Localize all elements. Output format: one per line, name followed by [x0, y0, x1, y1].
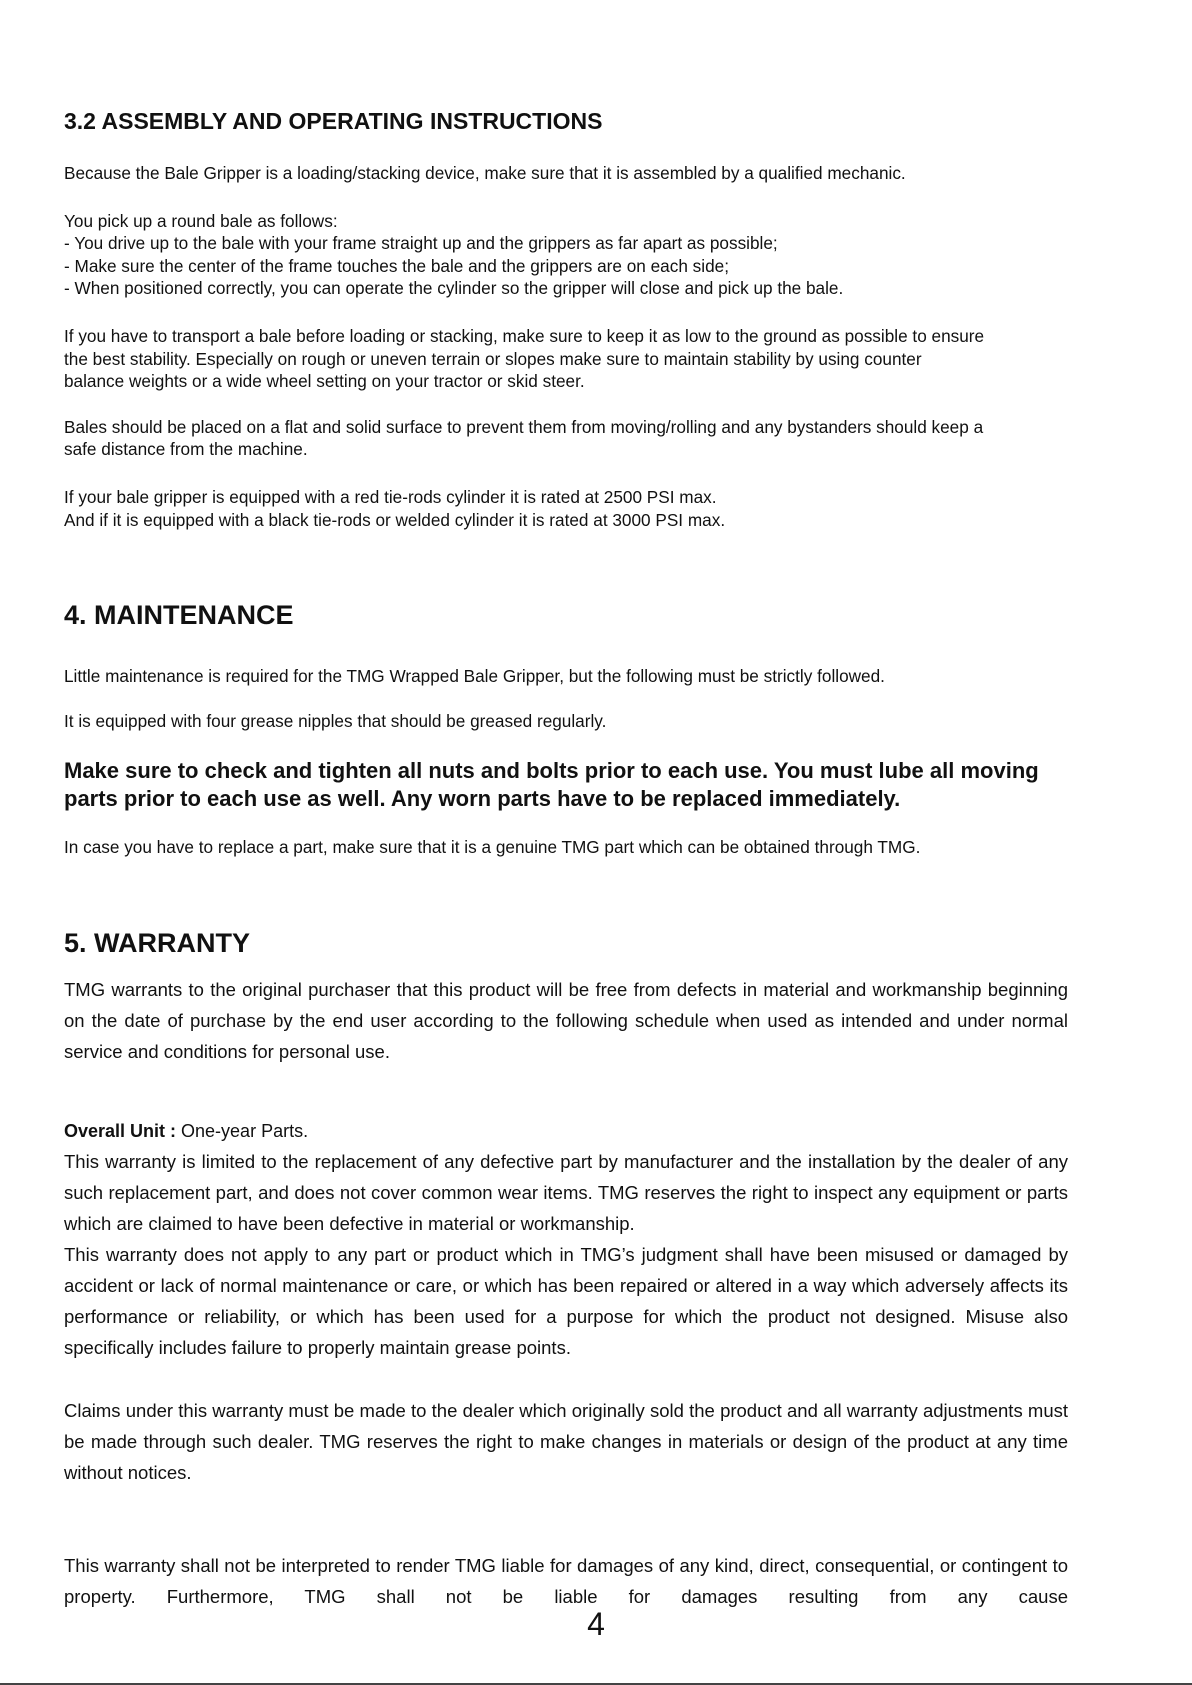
section-3-2-title: 3.2 ASSEMBLY AND OPERATING INSTRUCTIONS [64, 108, 603, 134]
maintenance-warning: parts prior to each use as well. Any worn parts have to be replaced immediately. [64, 786, 901, 811]
transport-line: balance weights or a wide wheel setting on your tractor or skid steer. [64, 371, 585, 391]
assembly-intro: Because the Bale Gripper is a loading/stacking device, make sure that it is assembled by a qualified mechanic. [64, 163, 906, 183]
transport-line: If you have to transport a bale before loading or stacking, make sure to keep it as low to the ground as possible to ensure [64, 326, 985, 346]
overall-unit-line [64, 1121, 308, 1142]
pickup-step: - You drive up to the bale with your frame straight up and the grippers as far apart as possible; [64, 233, 778, 253]
section-4-title: 4. MAINTENANCE [64, 600, 294, 630]
maintenance-warning: Make sure to check and tighten all nuts and bolts prior to each use. You must lube all moving [64, 758, 1039, 783]
pickup-step: - When positioned correctly, you can operate the cylinder so the gripper will close and pick up the bale. [64, 278, 844, 298]
section-5-title: 5. WARRANTY [64, 928, 251, 958]
warranty-paragraph: This warranty does not apply to any part or product which in TMG’s judgment shall have been misused or damaged by accident or lack of normal maintenance or care, or which has been repaired or altered in a way which adversely affects its performance or reliability, or which has been used for a purpose for which the product not designed. Misuse also specifically includes failure to properly maintain grease points. [64, 1244, 1068, 1358]
rating-line: If your bale gripper is equipped with a red tie-rods cylinder it is rated at 2500 PSI max. [64, 487, 717, 507]
placement-line: Bales should be placed on a flat and solid surface to prevent them from moving/rolling and any bystanders should keep a [64, 417, 984, 437]
maintenance-line: Little maintenance is required for the TMG Wrapped Bale Gripper, but the following must be strictly followed. [64, 666, 885, 686]
placement-line: safe distance from the machine. [64, 439, 308, 459]
warranty-paragraph: Claims under this warranty must be made to the dealer which originally sold the product and all warranty adjustments must be made through such dealer. TMG reserves the right to make changes in materials or design of the product at any time without notices. [64, 1400, 1068, 1483]
warranty-paragraph: This warranty shall not be interpreted to render TMG liable for damages of any kind, direct, consequential, or contingent to property. Furthermore, TMG shall not be liable for damages resulting from any cause [64, 1555, 1068, 1607]
overall-unit-label: Overall Unit : [64, 1121, 177, 1141]
overall-unit-value: One-year Parts. [176, 1121, 309, 1141]
maintenance-line: In case you have to replace a part, make sure that it is a genuine TMG part which can be obtained through TMG. [64, 837, 921, 857]
rating-line: And if it is equipped with a black tie-rods or welded cylinder it is rated at 3000 PSI max. [64, 510, 726, 530]
maintenance-line: It is equipped with four grease nipples that should be greased regularly. [64, 711, 607, 731]
warranty-paragraph: This warranty is limited to the replacement of any defective part by manufacturer and the installation by the dealer of any such replacement part, and does not cover common wear items. TMG reserves the right to inspect any equipment or parts which are claimed to have been defective in material or workmanship. [64, 1151, 1068, 1234]
pickup-step: - Make sure the center of the frame touches the bale and the grippers are on each side; [64, 256, 729, 276]
transport-line: the best stability. Especially on rough or uneven terrain or slopes make sure to maintain stability by using counter [64, 349, 922, 369]
warranty-paragraph: TMG warrants to the original purchaser that this product will be free from defects in material and workmanship beginning on the date of purchase by the end user according to the following schedule when used as intended and under normal service and conditions for personal use. [64, 979, 1068, 1062]
pickup-heading: You pick up a round bale as follows: [64, 211, 338, 231]
page-number: 4 [587, 1606, 605, 1642]
